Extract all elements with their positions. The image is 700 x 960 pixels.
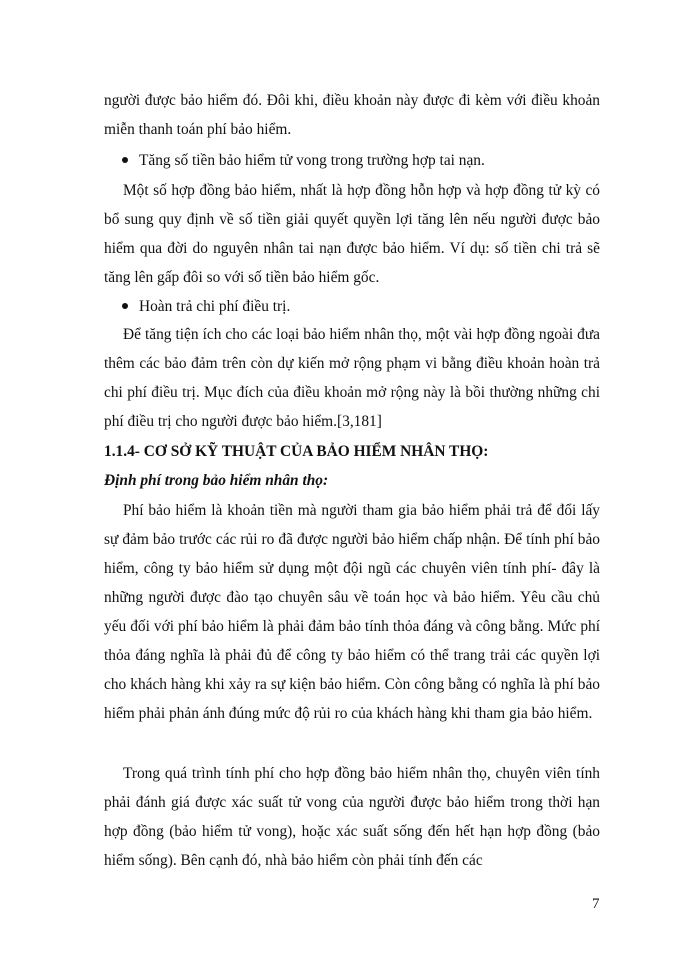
- bullet-text: Hoàn trả chi phí điều trị.: [139, 298, 291, 315]
- page-number: 7: [592, 896, 600, 912]
- bullet-icon: [122, 157, 128, 163]
- section-heading: 1.1.4- CƠ SỞ KỸ THUẬT CỦA BẢO HIỂM NHÂN THỌ:: [104, 443, 489, 460]
- paragraph-treatment: Để tăng tiện ích cho các loại bảo hiểm nhân thọ, một vài hợp đồng ngoài đưa thêm các bảo đảm trên còn dự kiến mở rộng phạm vi bằng điều khoản hoàn trả chi phí điều trị. Mục đích của điều khoản mở rộng này là bồi thường những chi phí điều trị cho người được bảo hiểm.[3,181]: [104, 326, 600, 430]
- subheading: Định phí trong bảo hiểm nhân thọ:: [104, 472, 329, 489]
- paragraph-continuation: người được bảo hiểm đó. Đôi khi, điều khoản này được đi kèm với điều khoản miễn thanh toán phí bảo hiểm.: [104, 92, 600, 138]
- bullet-icon: [122, 303, 128, 309]
- paragraph-accident: Một số hợp đồng bảo hiểm, nhất là hợp đồng hỗn hợp và hợp đồng tử kỳ có bổ sung quy định về số tiền giải quyết quyền lợi tăng lên nếu người được bảo hiểm qua đời do nguyên nhân tai nạn được bảo hiểm. Ví dụ: số tiền chi trả sẽ tăng lên gấp đôi so với số tiền bảo hiểm gốc.: [104, 182, 600, 286]
- bullet-item-treatment: [122, 292, 582, 321]
- bullet-item-accident: [122, 146, 582, 175]
- paragraph-calculation: Trong quá trình tính phí cho hợp đồng bảo hiểm nhân thọ, chuyên viên tính phải đánh giá được xác suất tử vong của người được bảo hiểm trong thời hạn hợp đồng (bảo hiểm tử vong), hoặc xác suất sống đến hết hạn hợp đồng (bảo hiểm sống). Bên cạnh đó, nhà bảo hiểm còn phải tính đến các: [104, 765, 600, 869]
- bullet-text: Tăng số tiền bảo hiểm tử vong trong trường hợp tai nạn.: [139, 152, 485, 169]
- paragraph-premium: Phí bảo hiểm là khoản tiền mà người tham gia bảo hiểm phải trả để đổi lấy sự đảm bảo trước các rủi ro đã được người bảo hiểm chấp nhận. Để tính phí bảo hiểm, công ty bảo hiểm sử dụng một đội ngũ các chuyên viên tính phí- đây là những người được đào tạo chuyên sâu về toán học và bảo hiểm. Yêu cầu chủ yếu đối với phí bảo hiểm là phải đảm bảo tính thỏa đáng và công bằng. Mức phí thỏa đáng nghĩa là phải đủ để công ty bảo hiểm có thể trang trải các quyền lợi cho khách hàng khi xảy ra sự kiện bảo hiểm. Còn công bằng có nghĩa là phí bảo hiểm phải phản ánh đúng mức độ rủi ro của khách hàng khi tham gia bảo hiểm.: [104, 502, 600, 722]
